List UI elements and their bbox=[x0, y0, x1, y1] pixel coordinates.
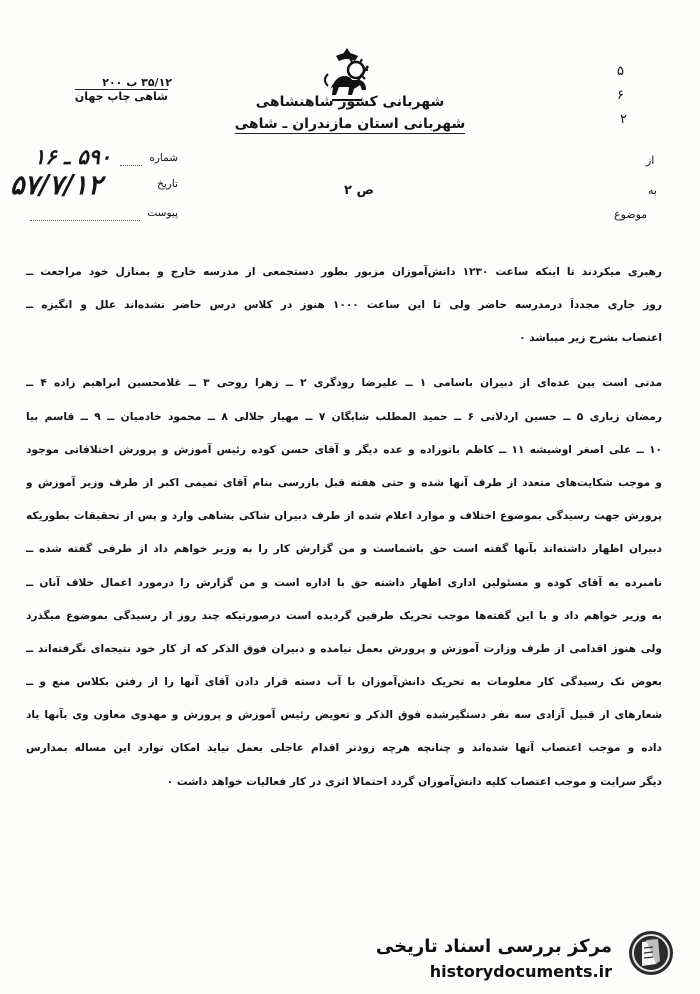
body-line: ولی هنوز اقدامی از طرف وزارت آموزش و پرورش بعمل نیامده و دبیران فوق الذکر که از کار خود نتیجه‌ای نگرفته‌اند ــ bbox=[26, 642, 662, 655]
corner-mark-2: ۶ bbox=[617, 88, 624, 103]
archive-logo-icon bbox=[626, 928, 676, 978]
body-line: دبیران اظهار داشته‌اند بآنها گفته است حق باشماست و من گزارش کار را به وزیر خواهم داد از طرفی گفته شده ــ bbox=[26, 543, 662, 556]
org-line-2-text: شهربانی استان مازندران ـ شاهی bbox=[234, 116, 466, 132]
body-line: روز جاری مجدداً درمدرسه حاضر ولی تا این ساعت ۱۰۰۰ هنوز در کلاس درس حاضر نشده‌اند علل و انگیزه ــ bbox=[26, 299, 662, 312]
body-line: مدتی است بین عده‌ای از دبیران باسامی ۱ ــ علیرضا رودگری ۲ ــ زهرا روحی ۳ ــ غلامحسین ابراهیم زاده ۴ ــ bbox=[26, 377, 662, 390]
to-value: ص ۲ bbox=[344, 183, 374, 198]
watermark-title: مرکز بررسی اسناد تاریخی bbox=[375, 936, 612, 957]
body-line: پرورش جهت رسیدگی بموضوع اختلاف و موارد اعلام شده از طرف دبیران شاکی بشاهی وارد و پس از تحقیقات بطوریکه bbox=[26, 510, 662, 523]
number-value: ۵۹۰ ـ ۱۶ bbox=[34, 144, 112, 169]
body-line: دیگر سرایت و موجب اعتصاب کلیه دانش‌آموزان گردد احتمالا اثری در کار فعالیات خواهد داشت ۰ bbox=[166, 775, 662, 788]
body-line: اعتصاب بشرح زیر میباشد ۰ bbox=[519, 332, 662, 345]
date-label: تاریخ bbox=[157, 178, 178, 190]
printer-imprint-text: شاهی چاپ جهان bbox=[74, 90, 168, 103]
from-label: از bbox=[646, 154, 655, 167]
body-line: داده و موجب اعتصاب آنها شده‌اند و چنانچه هرچه زودتر اقدام عاجلی بعمل نیاید امکان توارد این مساله بمدارس bbox=[26, 742, 662, 755]
subject-label: موضوع bbox=[614, 208, 648, 221]
date-value: ۵۷/۷/۱۲ bbox=[10, 170, 103, 201]
body-line: رهبری میکردند تا اینکه ساعت ۱۲۳۰ دانش‌آموزان مزبور بطور دستجمعی از مدرسه خارج و بمنازل خود مراجعت ــ bbox=[26, 266, 662, 278]
attachment-label: پیوست bbox=[147, 207, 178, 219]
body-line: و موجب شکایت‌های متعدد از طرف آنها شده و حتی هفته قبل بازرسی بنام آقای تمیمی اکبر از طرف وزیر آموزش و bbox=[26, 476, 662, 489]
org-line-2 bbox=[200, 116, 500, 132]
org-line-1: شهربانی کشور شاهنشاهی bbox=[255, 94, 445, 110]
body-line: بعوض تک رسیدگی کار معلومات به تحریک دانش‌آموزان با آب دسته قرار دادن آقای آنها را از رفتن بکلاس منع و ــ bbox=[26, 676, 662, 689]
attachment-dotted-line bbox=[30, 219, 140, 221]
body-line: شعارهای از قبیل آزادی سه نفر دستگیرشده فوق الذکر و تعویض رئیس آموزش و پرورش و مهدوی معاون وی بآنها یاد bbox=[26, 709, 662, 722]
corner-mark-1: ۵ bbox=[617, 64, 624, 79]
body-line: به وزیر خواهم داد و با این گفته‌ها موجب تحریک طرفین گردیده است درصورتیکه چند روز از رسیدگی بموضوع میگذرد bbox=[26, 609, 662, 622]
body-line: رمضان زیاری ۵ ــ حسین اردلانی ۶ ــ حمید المطلب شایگان ۷ ــ مهیار جلالی ۸ ــ محمود خادمیان ــ ۹ ــ قاسم بیا bbox=[26, 410, 662, 423]
body-line: نامبرده به آقای کوده و مسئولین اداری اظهار داشته حق با اداره است و من گزارش را درمورد اعمال خلاف آنان ــ bbox=[26, 576, 662, 589]
body-line: ۱۰ ــ علی اصغر اوشیشه ۱۱ ــ کاظم باتوزاده و عده دیگر و آقای حسن کوده رئیس آموزش و پرورش اختلافاتی موجود bbox=[26, 443, 662, 456]
corner-mark-3: ۲ bbox=[620, 112, 627, 127]
watermark-url: historydocuments.ir bbox=[429, 962, 612, 981]
to-label: به bbox=[648, 184, 657, 197]
number-label: شماره bbox=[149, 152, 178, 164]
printer-imprint bbox=[18, 90, 168, 103]
letter-body bbox=[26, 265, 662, 808]
form-code: ۳۵/۱۲ ب ۲۰۰ bbox=[102, 76, 172, 89]
